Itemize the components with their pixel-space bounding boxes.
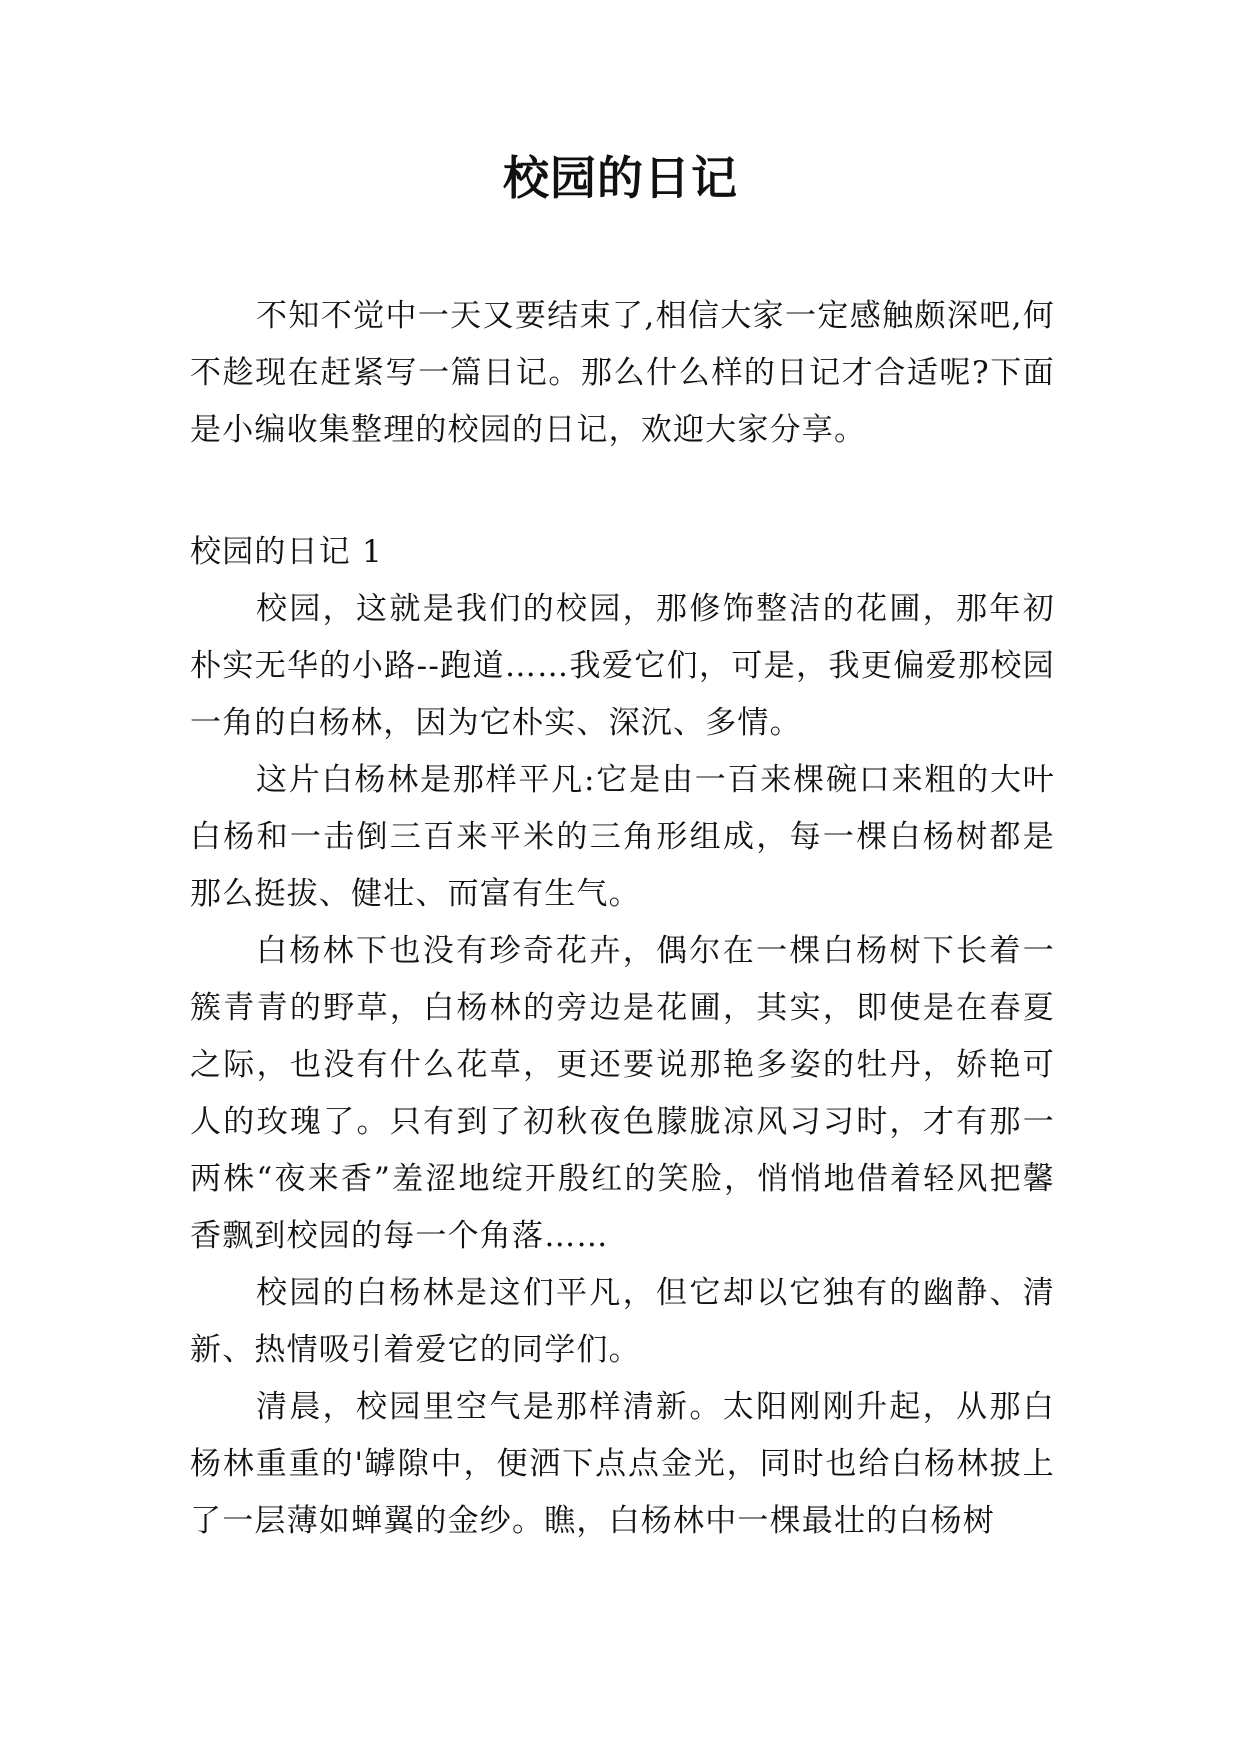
paragraph-1: 校园，这就是我们的校园，那修饰整洁的花圃，那年初朴实无华的小路--跑道……我爱它们，可是，我更偏爱那校园一角的白杨林，因为它朴实、深沉、多情。 <box>190 591 1055 741</box>
paragraph-4: 校园的白杨林是这们平凡，但它却以它独有的幽静、清新、热情吸引着爱它的同学们。 <box>190 1275 1055 1368</box>
paragraph-5: 清晨，校园里空气是那样清新。太阳刚刚升起，从那白杨林重重的'罅隙中，便洒下点点金光，同时也给白杨林披上了一层薄如蝉翼的金纱。瞧，白杨林中一棵最壮的白杨树 <box>190 1389 1055 1539</box>
paragraph-3: 白杨林下也没有珍奇花卉，偶尔在一棵白杨树下长着一簇青青的野草，白杨林的旁边是花圃，其实，即使是在春夏之际，也没有什么花草，更还要说那艳多姿的牡丹，娇艳可人的玫瑰了。只有到了初秋夜色朦胧凉风习习时，才有那一两株“夜来香”羞涩地绽开殷红的笑脸，悄悄地借着轻风把馨香飘到校园的每一个角落…… <box>190 933 1055 1254</box>
paragraph-2: 这片白杨林是那样平凡:它是由一百来棵碗口来粗的大叶白杨和一击倒三百来平米的三角形组成，每一棵白杨树都是那么挺拔、健壮、而富有生气。 <box>190 762 1055 912</box>
intro-paragraph: 不知不觉中一天又要结束了,相信大家一定感触颇深吧,何不趁现在赶紧写一篇日记。那么什么样的日记才合适呢?下面是小编收集整理的校园的日记，欢迎大家分享。 <box>190 298 1055 448</box>
intro-block <box>190 288 1055 459</box>
diary-section <box>190 524 1055 1550</box>
document-title: 校园的日记 <box>503 151 738 205</box>
section-heading: 校园的日记 1 <box>190 534 383 570</box>
